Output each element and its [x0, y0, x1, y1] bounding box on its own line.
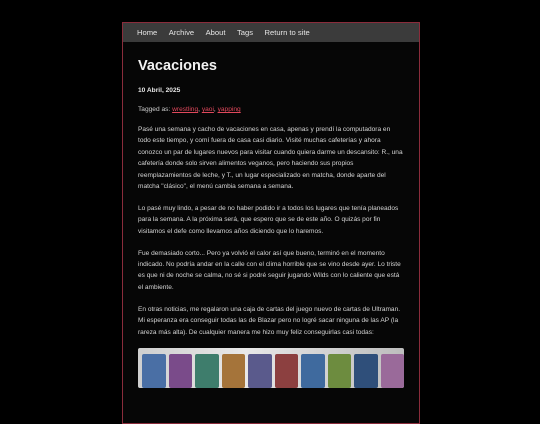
nav-archive-link[interactable]: Archive: [168, 28, 195, 37]
tags-prefix: Tagged as:: [138, 106, 171, 113]
card-image: [222, 354, 246, 388]
post-paragraph: En otras noticias, me regalaron una caja de cartas del juego nuevo de cartas de Ultraman. Mi esperanza era conseguir todas las de Blazar pero no logré sacar ninguna de las AP (la rareza más alta). De cualquier manera me hizo muy feliz conseguirlas casi todas:: [138, 305, 401, 336]
card-image: [169, 354, 193, 388]
tag-separator: ,: [198, 106, 202, 113]
post-date: 10 Abril, 2025: [138, 87, 181, 94]
card-strip: [138, 354, 404, 388]
tag-yapping-link[interactable]: yapping: [217, 106, 241, 113]
nav-about-link[interactable]: About: [205, 28, 226, 37]
card-image: [301, 354, 325, 388]
post-paragraph: Pasé una semana y cacho de vacaciones en casa, apenas y prendí la computadora en todo este tiempo, y comí fuera de casa casi diario. Visité muchas cafeterías y ahora conozco un par de lugares nuevos para visitar cuando quiera darme un descansito: R., una cafetería donde solo sirven alimentos veganos, pero haciendo sus propios reemplazamientos de leche, y T., un lugar especializado en matcha, donde aparte del matcha "clásico", el menú cambia semana a semana.: [138, 126, 403, 191]
page-container: [122, 22, 420, 424]
post-title: Vacaciones: [138, 58, 217, 74]
top-navbar: [123, 23, 419, 42]
card-image: [354, 354, 378, 388]
nav-return-to-site-link[interactable]: Return to site: [264, 28, 310, 37]
tag-separator: ,: [213, 106, 218, 113]
post-tags: [138, 106, 404, 113]
card-image: [248, 354, 272, 388]
card-image: [381, 354, 405, 388]
ultraman-cards-photo: [138, 348, 404, 388]
card-image: [275, 354, 299, 388]
card-image: [328, 354, 352, 388]
post-paragraph: Fue demasiado corto... Pero ya volvió el calor así que bueno, terminó en el momento indicado. No podría andar en la calle con el clima horrible que se vino desde ayer. Lo triste es que ni de noche se calma, no sé si podré seguir jugando Wilds con lo caliente que está el ambiente.: [138, 249, 401, 291]
tag-wrestling-link[interactable]: wrestling: [172, 106, 199, 113]
tag-yaoi-link[interactable]: yaoi: [201, 106, 214, 113]
card-image: [142, 354, 166, 388]
post-paragraph: Lo pasé muy lindo, a pesar de no haber podido ir a todos los lugares que tenía planeados para la semana. A la próxima será, que espero que se de este año. O quizás por fin visitamos el defe como llevamos años diciendo que lo haremos.: [138, 204, 399, 235]
post-article: [123, 58, 419, 388]
card-image: [195, 354, 219, 388]
nav-tags-link[interactable]: Tags: [236, 28, 253, 37]
nav-home-link[interactable]: Home: [137, 28, 158, 37]
